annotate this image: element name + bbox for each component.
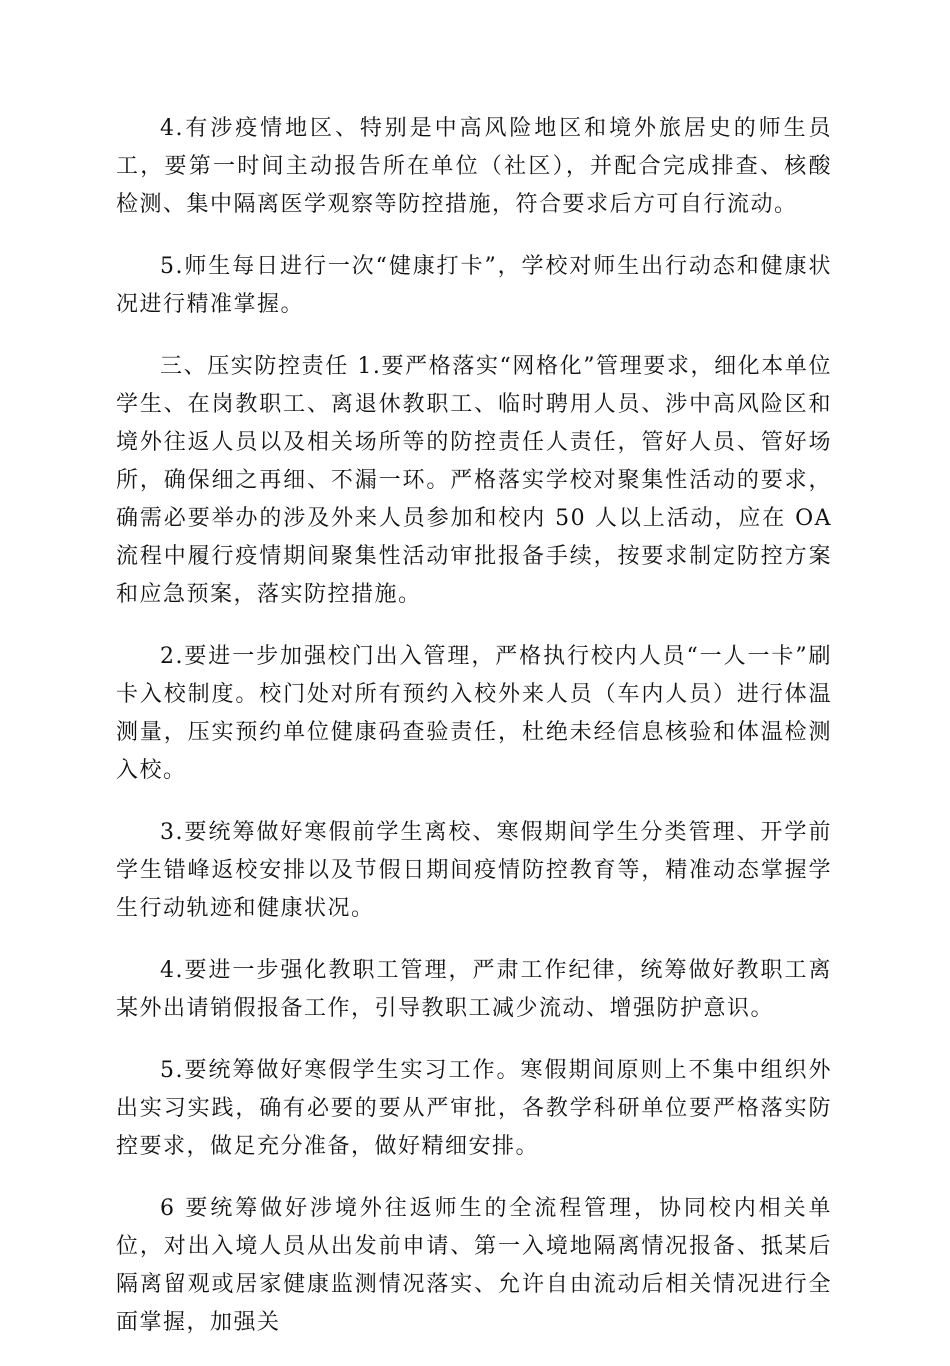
paragraph-gate-management: 2.要进一步加强校门出入管理，严格执行校内人员“一人一卡”刷卡入校制度。校门处对所有预约入校外来人员（车内人员）进行体温测量，压实预约单位健康码查验责任，杜绝未经信息核验和体温检测入校。 xyxy=(116,644,832,783)
paragraph-report-travel: 4.有涉疫情地区、特别是中高风险地区和境外旅居史的师生员工，要第一时间主动报告所在单位（社区），并配合完成排查、核酸检测、集中隔离医学观察等防控措施，符合要求后方可自行流动。 xyxy=(116,116,832,217)
paragraph-internship: 5.要统筹做好寒假学生实习工作。寒假期间原则上不集中组织外出实习实践，确有必要的要从严审批，各教学科研单位要严格落实防控要求，做足充分准备，做好精细安排。 xyxy=(116,1058,832,1159)
paragraph-health-checkin: 5.师生每日进行一次“健康打卡”，学校对师生出行动态和健康状况进行精准掌握。 xyxy=(116,254,832,317)
paragraph-winter-break-students: 3.要统筹做好寒假前学生离校、寒假期间学生分类管理、开学前学生错峰返校安排以及节假日期间疫情防控教育等，精准动态掌握学生行动轨迹和健康状况。 xyxy=(116,820,832,921)
paragraph-grid-management: 三、压实防控责任 1.要严格落实“网格化”管理要求，细化本单位学生、在岗教职工、离退休教职工、临时聘用人员、涉中高风险区和境外往返人员以及相关场所等的防控责任人责任，管好人员、管好场所，确保细之再细、不漏一环。严格落实学校对聚集性活动的要求，确需必要举办的涉及外来人员参加和校内 50 人以上活动，应在 OA 流程中履行疫情期间聚集性活动审批报备手续，按要求制定防控方案和应急预案，落实防控措施。 xyxy=(116,354,832,607)
document-body xyxy=(116,110,832,1366)
paragraph-cross-border: 6 要统筹做好涉境外往返师生的全流程管理，协同校内相关单位，对出入境人员从出发前申请、第一入境地隔离情况报备、抵某后隔离留观或居家健康监测情况落实、允许自由流动后相关情况进行全面掌握，加强关 xyxy=(116,1196,832,1335)
paragraph-staff-management: 4.要进一步强化教职工管理，严肃工作纪律，统筹做好教职工离某外出请销假报备工作，引导教职工减少流动、增强防护意识。 xyxy=(116,958,832,1021)
